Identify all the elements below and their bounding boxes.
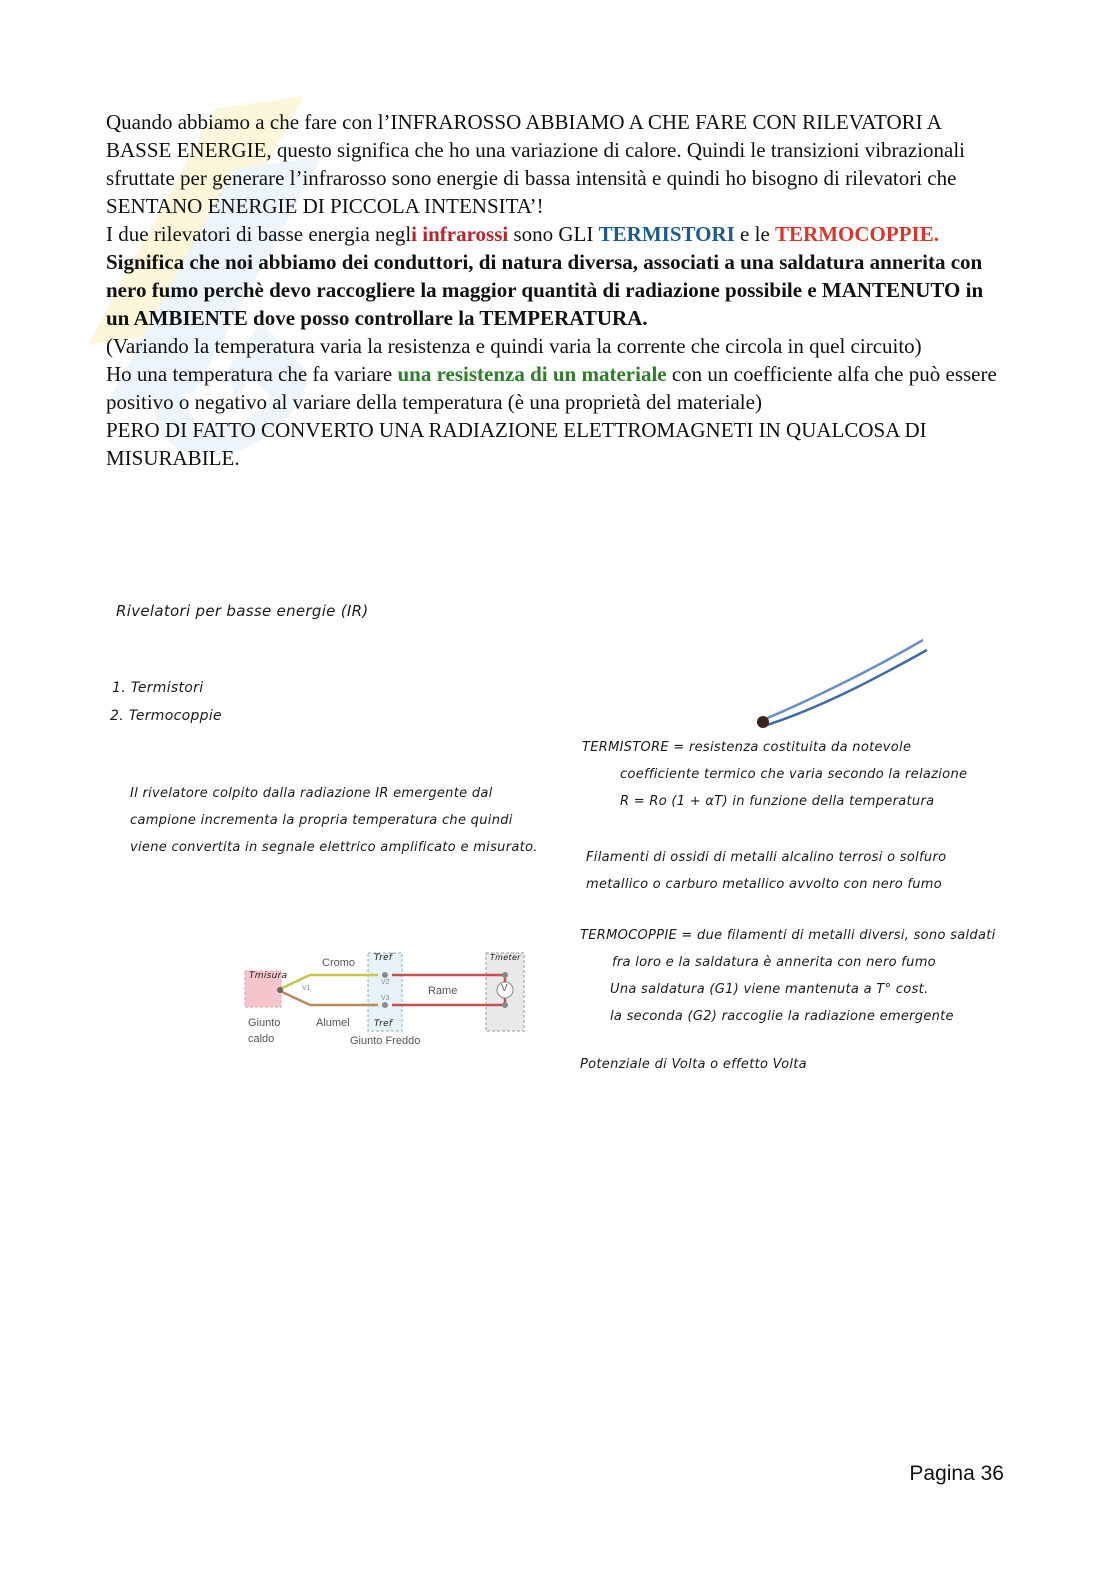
note-line: R = Ro (1 + αT) in funzione della temperatura [620, 794, 935, 809]
label-v2: V2 [381, 979, 390, 986]
text-span: con un coefficiente alfa che può essere positivo o negativo al variare della temperatura (è una proprietà del materiale) [106, 362, 997, 414]
notes-list-item-1: 1. Termistori [112, 680, 204, 696]
label-t-ref-top: Tref [374, 953, 393, 963]
text-span: e le [734, 222, 776, 246]
label-cromo: Cromo [322, 957, 356, 969]
label-t-misura: Tmisura [249, 971, 288, 981]
note-line: campione incrementa la propria temperatura che quindi [130, 813, 513, 828]
voltmeter-icon: V [501, 983, 508, 994]
note-line: fra loro e la saldatura è annerita con nero fumo [612, 955, 936, 970]
paragraph-conversion: PERO DI FATTO CONVERTO UNA RADIAZIONE ELETTROMAGNETI IN QUALCOSA DI MISURABILE. [106, 418, 927, 470]
note-line: Una saldatura (G1) viene mantenuta a T° cost. [610, 982, 929, 997]
note-line: metallico o carburo metallico avvolto con nero fumo [586, 877, 943, 892]
label-rame: Rame [428, 985, 458, 997]
note-line: TERMISTORE = resistenza costituita da notevole [582, 740, 912, 755]
paragraph-detectors [106, 220, 1006, 248]
label-v1: V1 [302, 985, 311, 992]
notes-list-item-2: 2. Termocoppie [110, 708, 222, 724]
note-line: Il rivelatore colpito dalla radiazione IR emergente dal [130, 786, 493, 801]
label-giunto-caldo-2: caldo [248, 1033, 275, 1045]
text-span: I due rilevatori di basse energia negl [106, 222, 412, 246]
text-span: sono GLI [508, 222, 599, 246]
note-line: la seconda (G2) raccoglie la radiazione emergente [610, 1009, 954, 1024]
highlight-termocoppie: TERMOCOPPIE. [775, 222, 939, 246]
notes-filamenti [586, 844, 946, 898]
label-giunto-freddo: Giunto Freddo [350, 1035, 421, 1047]
label-v3: V3 [381, 995, 390, 1002]
page-number: Pagina 36 [909, 1462, 1004, 1485]
paragraph-intro: Quando abbiamo a che fare con l’INFRAROSSO ABBIAMO A CHE FARE CON RILEVATORI A BASSE ENERGIE, questo significa che ho una variazione di calore. Quindi le transizioni vibrazionali sfruttate per generare l’infrarosso sono energie di bassa intensità e quindi ho bisogno di rilevatori che SENTANO ENERGIE DI PICCOLA INTENSITA’! [106, 110, 966, 218]
paragraph-alpha [106, 360, 1006, 416]
notes-left-block [130, 780, 538, 861]
notes-volta: Potenziale di Volta o effetto Volta [580, 1057, 807, 1072]
notes-termocoppie [580, 922, 996, 1030]
highlight-resistenza: una resistenza di un materiale [397, 362, 667, 386]
highlight-termistori: TERMISTORI [598, 222, 735, 246]
label-t-meter: Tmeter [490, 953, 521, 962]
label-alumel: Alumel [316, 1017, 350, 1029]
text-span: Ho una temperatura che fa variare [106, 362, 398, 386]
notes-termistore [582, 734, 967, 815]
paragraph-resistance: (Variando la temperatura varia la resistenza e quindi varia la corrente che circola in quel circuito) [106, 334, 922, 358]
thermistor-probe-illustration [745, 628, 945, 738]
notes-title: Rivelatori per basse energie (IR) [116, 602, 369, 620]
main-text [106, 108, 1006, 472]
label-t-ref-bottom: Tref [374, 1019, 393, 1029]
note-line: coefficiente termico che varia secondo la relazione [620, 767, 968, 782]
thermocouple-diagram [240, 945, 540, 1055]
note-line: TERMOCOPPIE = due filamenti di metalli diversi, sono saldati [580, 928, 996, 943]
note-line: viene convertita in segnale elettrico amplificato e misurato. [130, 840, 538, 855]
note-line: Filamenti di ossidi di metalli alcalino terrosi o solfuro [586, 850, 947, 865]
paragraph-conductors: Significa che noi abbiamo dei conduttori, di natura diversa, associati a una saldatura annerita con nero fumo perchè devo raccogliere la maggior quantità di radiazione possibile e MANTENUTO in un AMBIENTE dove posso controllare la TEMPERATURA. [106, 250, 984, 330]
highlight-infrarossi: i infrarossi [411, 222, 509, 246]
label-giunto-caldo-1: Giunto [248, 1017, 281, 1029]
